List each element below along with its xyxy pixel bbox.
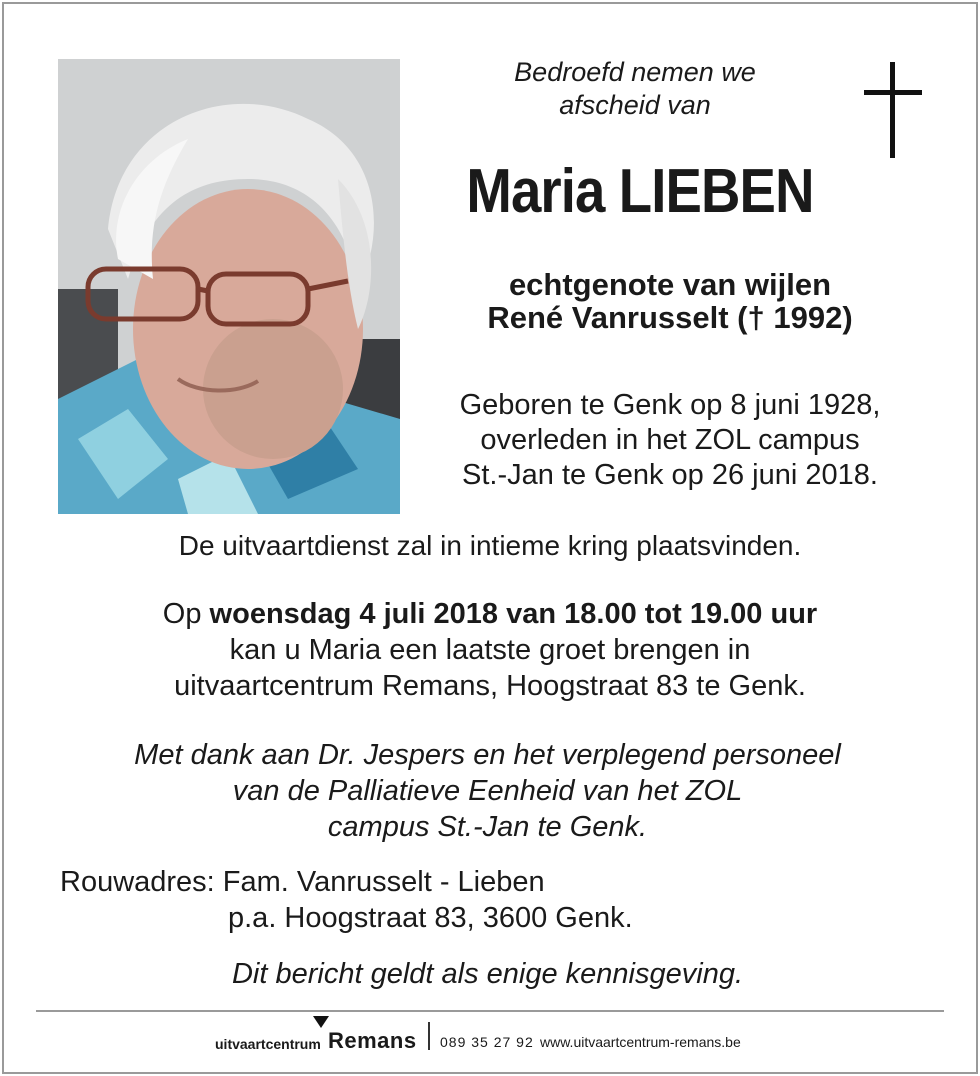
footer-brand-name: Remans (328, 1028, 417, 1053)
intro-line: Bedroefd nemen we (514, 57, 756, 87)
service-text: De uitvaartdienst zal in intieme kring plaatsvinden. (178, 530, 802, 561)
dates-line: overleden in het ZOL campus (480, 424, 860, 456)
spouse-line: echtgenote van wijlen (508, 267, 832, 302)
mourning-address-line2: p.a. Hoogstraat 83, 3600 Genk. (228, 902, 633, 934)
spouse-line: René Vanrusselt († 1992) (487, 300, 853, 335)
visitation-date: woensdag 4 juli 2018 van 18.00 tot 19.00 uur (209, 598, 818, 630)
footer-separator (428, 1022, 430, 1050)
portrait-photo (58, 59, 400, 514)
cross-icon (864, 62, 922, 158)
birth-death-dates (420, 388, 920, 493)
intro-text (470, 56, 800, 122)
thanks-line: campus St.-Jan te Genk. (327, 811, 648, 843)
notice-text: Dit bericht geldt als enige kennisgeving. (231, 958, 744, 990)
thanks-text (40, 737, 935, 845)
triangle-logo-icon (313, 1016, 329, 1028)
spouse-text (430, 268, 910, 334)
intro-line: afscheid van (559, 90, 711, 120)
footer-divider (36, 1010, 944, 1012)
visitation-text (40, 596, 940, 704)
footer-brand-prefix: uitvaartcentrum (215, 1036, 321, 1052)
mourning-address: Rouwadres: Fam. Vanrusselt - Lieben (60, 866, 545, 898)
thanks-line: Met dank aan Dr. Jespers en het verplegend personeel (134, 739, 841, 771)
thanks-line: van de Palliatieve Eenheid van het ZOL (232, 775, 743, 807)
dates-line: Geboren te Genk op 8 juni 1928, (459, 389, 881, 421)
visitation-line: uitvaartcentrum Remans, Hoogstraat 83 te Genk. (174, 670, 806, 702)
deceased-name: Maria LIEBEN (466, 157, 814, 226)
footer-website-link[interactable]: www.uitvaartcentrum-remans.be (540, 1034, 741, 1050)
footer-phone: 089 35 27 92 (440, 1034, 534, 1050)
dates-line: St.-Jan te Genk op 26 juni 2018. (462, 459, 878, 491)
visitation-line: kan u Maria een laatste groet brengen in (229, 634, 751, 666)
footer (0, 1018, 980, 1058)
visitation-line (40, 596, 940, 632)
visitation-prefix: Op (162, 598, 202, 630)
